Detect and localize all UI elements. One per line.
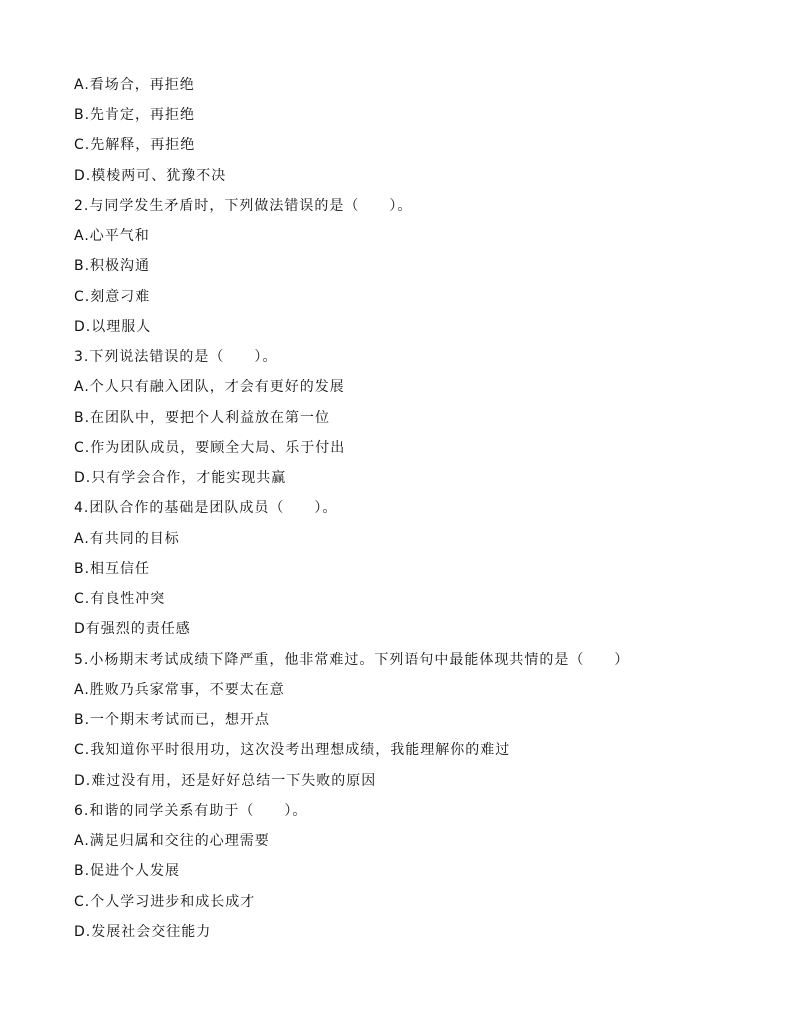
question-4: 4.团队合作的基础是团队成员（ ）。 — [74, 500, 338, 516]
q3-option-c: C.作为团队成员，要顾全大局、乐于付出 — [74, 440, 346, 456]
q4-option-b: B.相互信任 — [74, 561, 151, 577]
q1-option-b: B.先肯定，再拒绝 — [74, 107, 196, 123]
q5-option-a: A.胜败乃兵家常事，不要太在意 — [74, 682, 285, 698]
q1-option-a: A.看场合，再拒绝 — [74, 77, 195, 93]
q4-option-a: A.有共同的目标 — [74, 531, 180, 547]
q5-option-d: D.难过没有用，还是好好总结一下失败的原因 — [74, 773, 377, 789]
q2-option-b: B.积极沟通 — [74, 258, 151, 274]
q5-option-b: B.一个期末考试而已，想开点 — [74, 712, 271, 728]
q6-option-d: D.发展社会交往能力 — [74, 924, 212, 940]
q1-option-c: C.先解释，再拒绝 — [74, 137, 196, 153]
question-5: 5.小杨期末考试成绩下降严重，他非常难过。下列语句中最能体现共情的是（ ） — [74, 652, 630, 668]
q2-option-a: A.心平气和 — [74, 228, 150, 244]
question-3: 3.下列说法错误的是（ ）。 — [74, 349, 278, 365]
q3-option-b: B.在团队中，要把个人利益放在第一位 — [74, 410, 331, 426]
q6-option-c: C.个人学习进步和成长成才 — [74, 894, 256, 910]
q2-option-c: C.刻意刁难 — [74, 289, 151, 305]
q3-option-d: D.只有学会合作，才能实现共赢 — [74, 470, 287, 486]
q6-option-b: B.促进个人发展 — [74, 863, 181, 879]
q5-option-c: C.我知道你平时很用功，这次没考出理想成绩，我能理解你的难过 — [74, 742, 511, 758]
q6-option-a: A.满足归属和交往的心理需要 — [74, 833, 270, 849]
q4-option-c: C.有良性冲突 — [74, 591, 166, 607]
question-6: 6.和谐的同学关系有助于（ ）。 — [74, 803, 308, 819]
question-2: 2.与同学发生矛盾时，下列做法错误的是（ ）。 — [74, 198, 413, 214]
q1-option-d: D.模棱两可、犹豫不决 — [74, 168, 227, 184]
q3-option-a: A.个人只有融入团队，才会有更好的发展 — [74, 379, 345, 395]
q2-option-d: D.以理服人 — [74, 319, 152, 335]
q4-option-d: D有强烈的责任感 — [74, 621, 191, 637]
